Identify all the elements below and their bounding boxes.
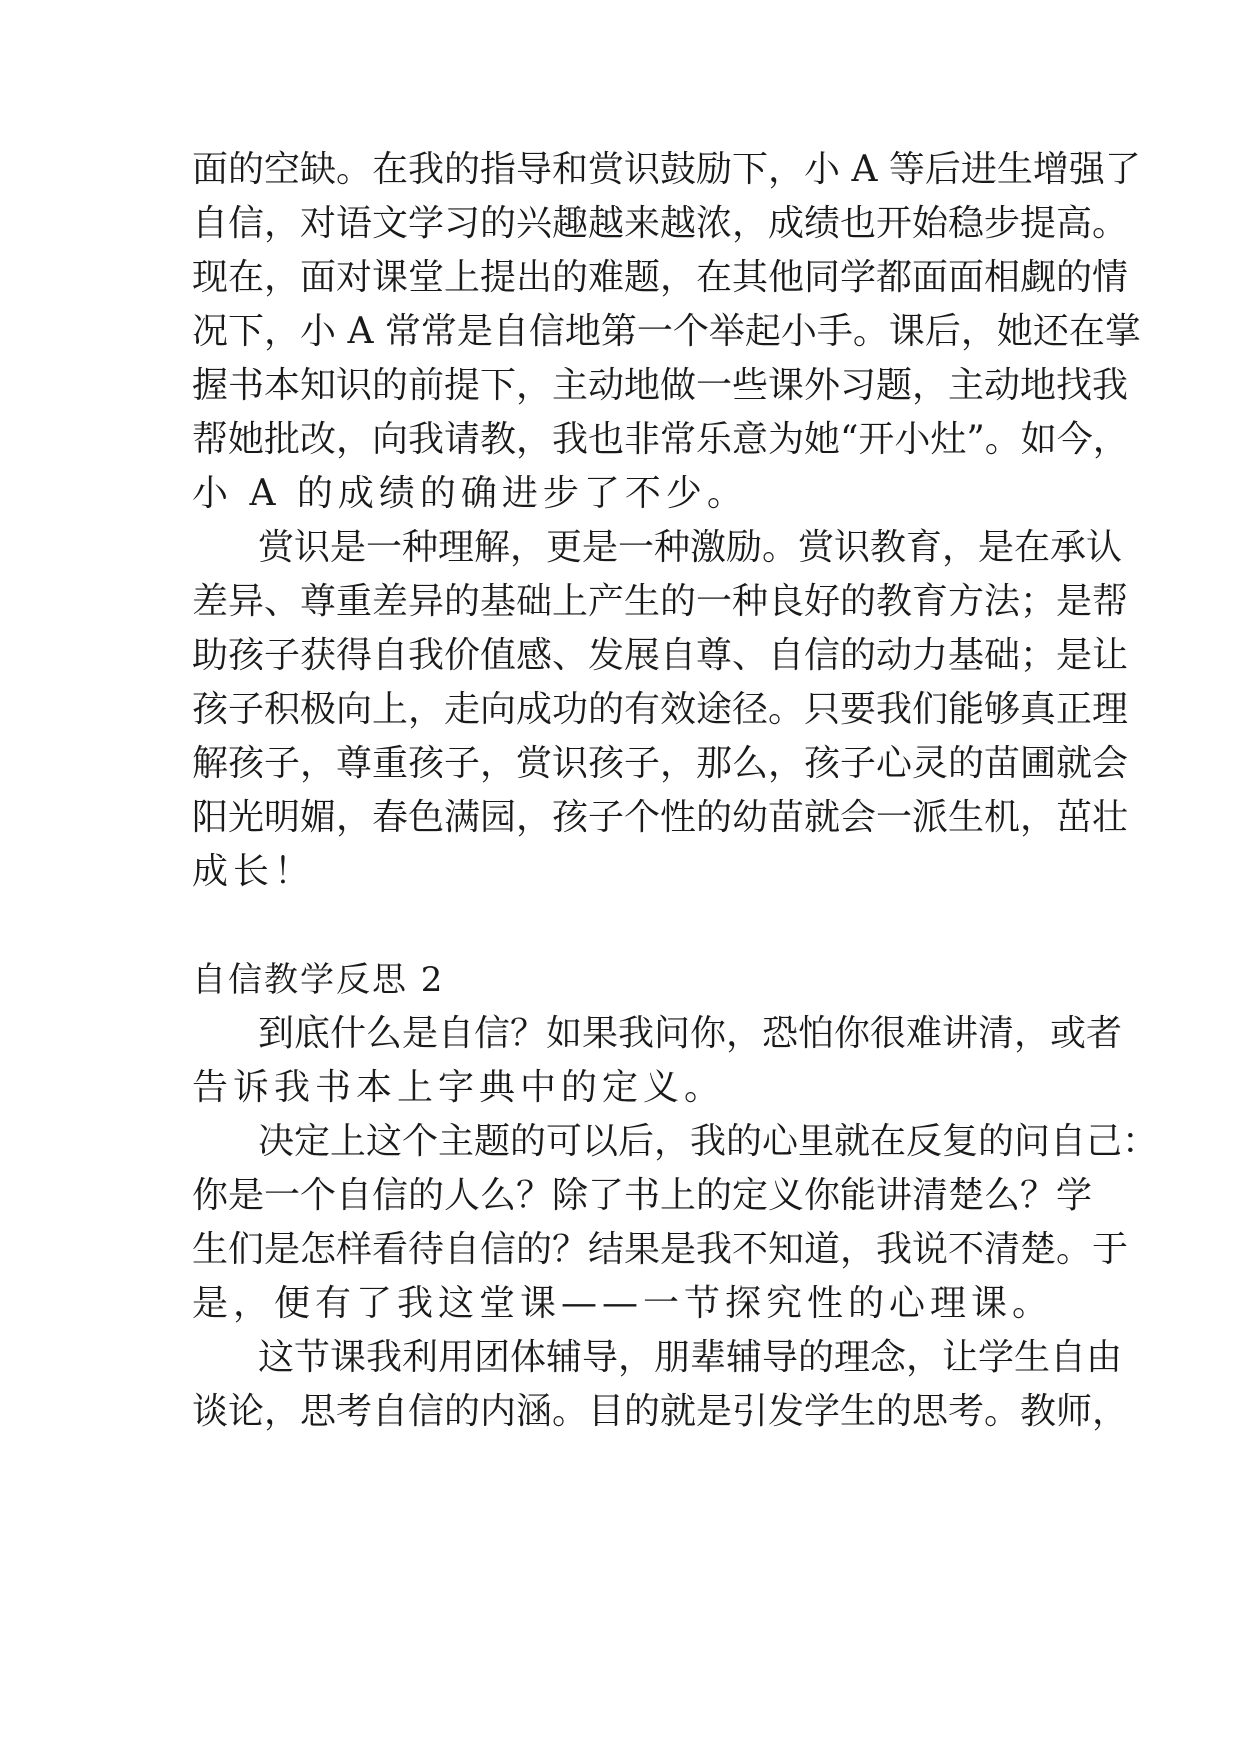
paragraph-1-line-3: 现在，面对课堂上提出的难题，在其他同学都面面相觑的情 [192,257,1129,298]
paragraph-3-line-2: 告诉我书本上字典中的定义。 [192,1067,726,1108]
paragraph-5-line-1: 这节课我利用团体辅导，朋辈辅导的理念，让学生自由 [258,1337,1123,1378]
paragraph-2-line-6: 阳光明媚，春色满园，孩子个性的幼苗就会一派生机，茁壮 [192,797,1129,838]
paragraph-2-line-7: 成长！ [192,851,316,892]
paragraph-2-line-2: 差异、尊重差异的基础上产生的一种良好的教育方法；是帮 [192,581,1129,622]
paragraph-4-line-4: 是，便有了我这堂课——一节探究性的心理课。 [192,1283,1054,1324]
paragraph-4-line-2: 你是一个自信的人么？除了书上的定义你能讲清楚么？学 [192,1175,1093,1216]
paragraph-1-line-2: 自信，对语文学习的兴趣越来越浓，成绩也开始稳步提高。 [192,203,1129,244]
paragraph-2-line-3: 助孩子获得自我价值感、发展自尊、自信的动力基础；是让 [192,635,1129,676]
paragraph-3-line-1: 到底什么是自信？如果我问你，恐怕你很难讲清，或者 [258,1013,1123,1054]
section-heading: 自信教学反思 2 [192,960,445,1000]
paragraph-2-line-5: 解孩子，尊重孩子，赏识孩子，那么，孩子心灵的苗圃就会 [192,743,1129,784]
paragraph-1-line-5: 握书本知识的前提下，主动地做一些课外习题，主动地找我 [192,365,1129,406]
paragraph-4-line-3: 生们是怎样看待自信的？结果是我不知道，我说不清楚。于 [192,1229,1129,1270]
paragraph-1-line-4: 况下，小 A 常常是自信地第一个举起小手。课后，她还在掌 [192,311,1141,352]
paragraph-1-line-1: 面的空缺。在我的指导和赏识鼓励下，小 A 等后进生增强了 [192,149,1141,190]
paragraph-5-line-2: 谈论，思考自信的内涵。目的就是引发学生的思考。教师， [192,1391,1129,1432]
paragraph-1-line-7: 小 A 的成绩的确进步了不少。 [192,473,748,514]
paragraph-4-line-1: 决定上这个主题的可以后，我的心里就在反复的问自己： [258,1121,1159,1162]
paragraph-1-line-6: 帮她批改，向我请教，我也非常乐意为她“开小灶”。如今， [192,419,1129,460]
paragraph-2-line-4: 孩子积极向上，走向成功的有效途径。只要我们能够真正理 [192,689,1129,730]
paragraph-2-line-1: 赏识是一种理解，更是一种激励。赏识教育，是在承认 [258,527,1123,568]
